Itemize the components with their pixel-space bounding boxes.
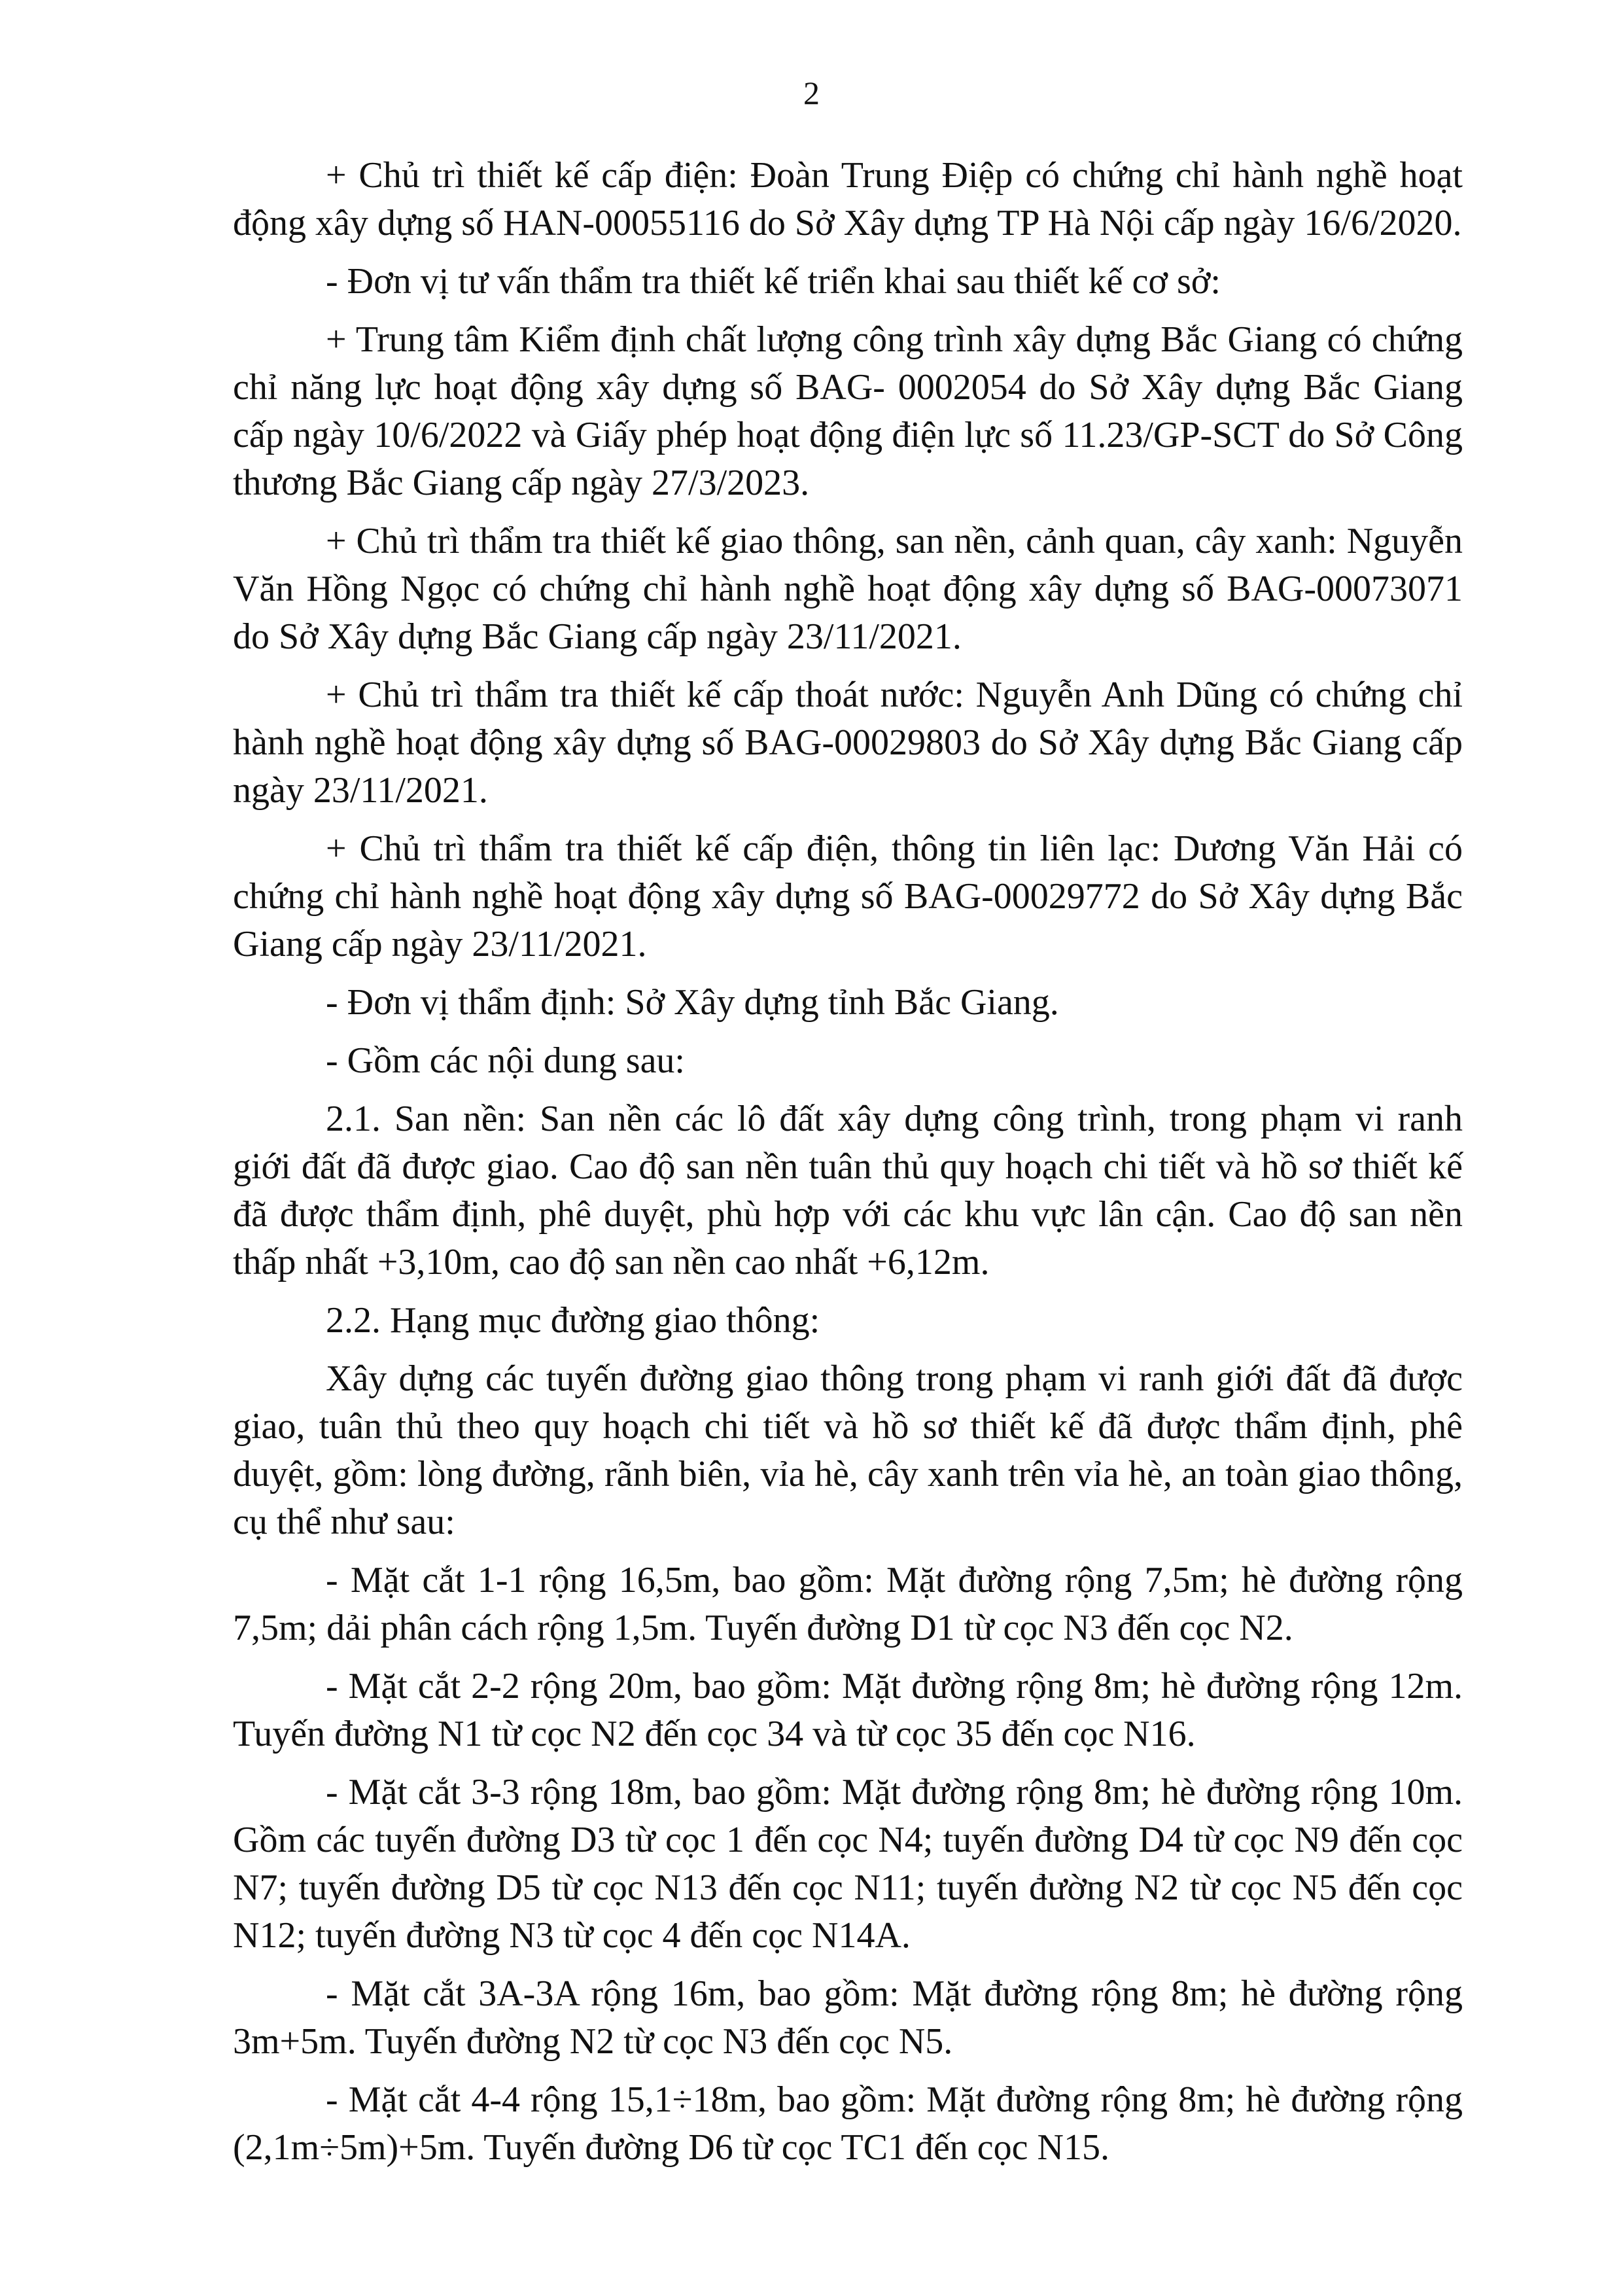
paragraph-section-3a-3a: - Mặt cắt 3A-3A rộng 16m, bao gồm: Mặt đường rộng 8m; hè đường rộng 3m+5m. Tuyến đường N2 từ cọc N3 đến cọc N5. bbox=[233, 1973, 1463, 2062]
paragraph-traffic-review-lead: + Chủ trì thẩm tra thiết kế giao thông, san nền, cảnh quan, cây xanh: Nguyễn Văn Hồng Ngọc có chứng chỉ hành nghề hoạt động xây dựng số BAG-00073071 do Sở Xây dựng Bắc Giang cấp ngày 23/11/2021. bbox=[233, 521, 1463, 657]
paragraph-verification-consultant: - Đơn vị tư vấn thẩm tra thiết kế triển khai sau thiết kế cơ sở: bbox=[326, 261, 1221, 302]
paragraph-appraisal-unit: - Đơn vị thẩm định: Sở Xây dựng tỉnh Bắc Giang. bbox=[326, 982, 1059, 1023]
paragraph-electrical-review-lead: + Chủ trì thẩm tra thiết kế cấp điện, thông tin liên lạc: Dương Văn Hải có chứng chỉ hành nghề hoạt động xây dựng số BAG-00029772 do Sở Xây dựng Bắc Giang cấp ngày 23/11/2021. bbox=[233, 828, 1463, 964]
paragraph-section-4-4: - Mặt cắt 4-4 rộng 15,1÷18m, bao gồm: Mặt đường rộng 8m; hè đường rộng (2,1m÷5m)+5m. Tuyến đường D6 từ cọc TC1 đến cọc N15. bbox=[233, 2079, 1463, 2168]
page-number: 2 bbox=[803, 75, 820, 111]
paragraph-inspection-center: + Trung tâm Kiểm định chất lượng công trình xây dựng Bắc Giang có chứng chỉ năng lực hoạt động xây dựng số BAG- 0002054 do Sở Xây dựng Bắc Giang cấp ngày 10/6/2022 và Giấy phép hoạt động điện lực số 11.23/GP-SCT do Sở Công thương Bắc Giang cấp ngày 27/3/2023. bbox=[233, 319, 1463, 503]
document-body bbox=[233, 152, 1463, 2182]
paragraph-section-3-3: - Mặt cắt 3-3 rộng 18m, bao gồm: Mặt đường rộng 8m; hè đường rộng 10m. Gồm các tuyến đường D3 từ cọc 1 đến cọc N4; tuyến đường D4 từ cọc N9 đến cọc N7; tuyến đường D5 từ cọc N13 đến cọc N11; tuyến đường N2 từ cọc N5 đến cọc N12; tuyến đường N3 từ cọc 4 đến cọc N14A. bbox=[233, 1772, 1463, 1956]
paragraph-section-1-1: - Mặt cắt 1-1 rộng 16,5m, bao gồm: Mặt đường rộng 7,5m; hè đường rộng 7,5m; dải phân cách rộng 1,5m. Tuyến đường D1 từ cọc N3 đến cọc N2. bbox=[233, 1560, 1463, 1648]
paragraph-section-2-2-profile: - Mặt cắt 2-2 rộng 20m, bao gồm: Mặt đường rộng 8m; hè đường rộng 12m. Tuyến đường N1 từ cọc N2 đến cọc 34 và từ cọc 35 đến cọc N16. bbox=[233, 1666, 1463, 1754]
paragraph-section-2-2-heading: 2.2. Hạng mục đường giao thông: bbox=[326, 1300, 820, 1341]
paragraph-section-2-1: 2.1. San nền: San nền các lô đất xây dựng công trình, trong phạm vi ranh giới đất đã được giao. Cao độ san nền tuân thủ quy hoạch chi tiết và hồ sơ thiết kế đã được thẩm định, phê duyệt, phù hợp với các khu vực lân cận. Cao độ san nền thấp nhất +3,10m, cao độ san nền cao nhất +6,12m. bbox=[233, 1099, 1463, 1282]
paragraph-electrical-design-lead: + Chủ trì thiết kế cấp điện: Đoàn Trung Điệp có chứng chỉ hành nghề hoạt động xây dựng số HAN-00055116 do Sở Xây dựng TP Hà Nội cấp ngày 16/6/2020. bbox=[233, 155, 1463, 243]
paragraph-water-review-lead: + Chủ trì thẩm tra thiết kế cấp thoát nước: Nguyễn Anh Dũng có chứng chỉ hành nghề hoạt động xây dựng số BAG-00029803 do Sở Xây dựng Bắc Giang cấp ngày 23/11/2021. bbox=[233, 675, 1463, 811]
paragraph-contents-intro: - Gồm các nội dung sau: bbox=[326, 1040, 685, 1081]
paragraph-roads-overview: Xây dựng các tuyến đường giao thông trong phạm vi ranh giới đất đã được giao, tuân thủ theo quy hoạch chi tiết và hồ sơ thiết kế đã được thẩm định, phê duyệt, gồm: lòng đường, rãnh biên, vỉa hè, cây xanh trên vỉa hè, an toàn giao thông, cụ thể như sau: bbox=[233, 1358, 1463, 1542]
